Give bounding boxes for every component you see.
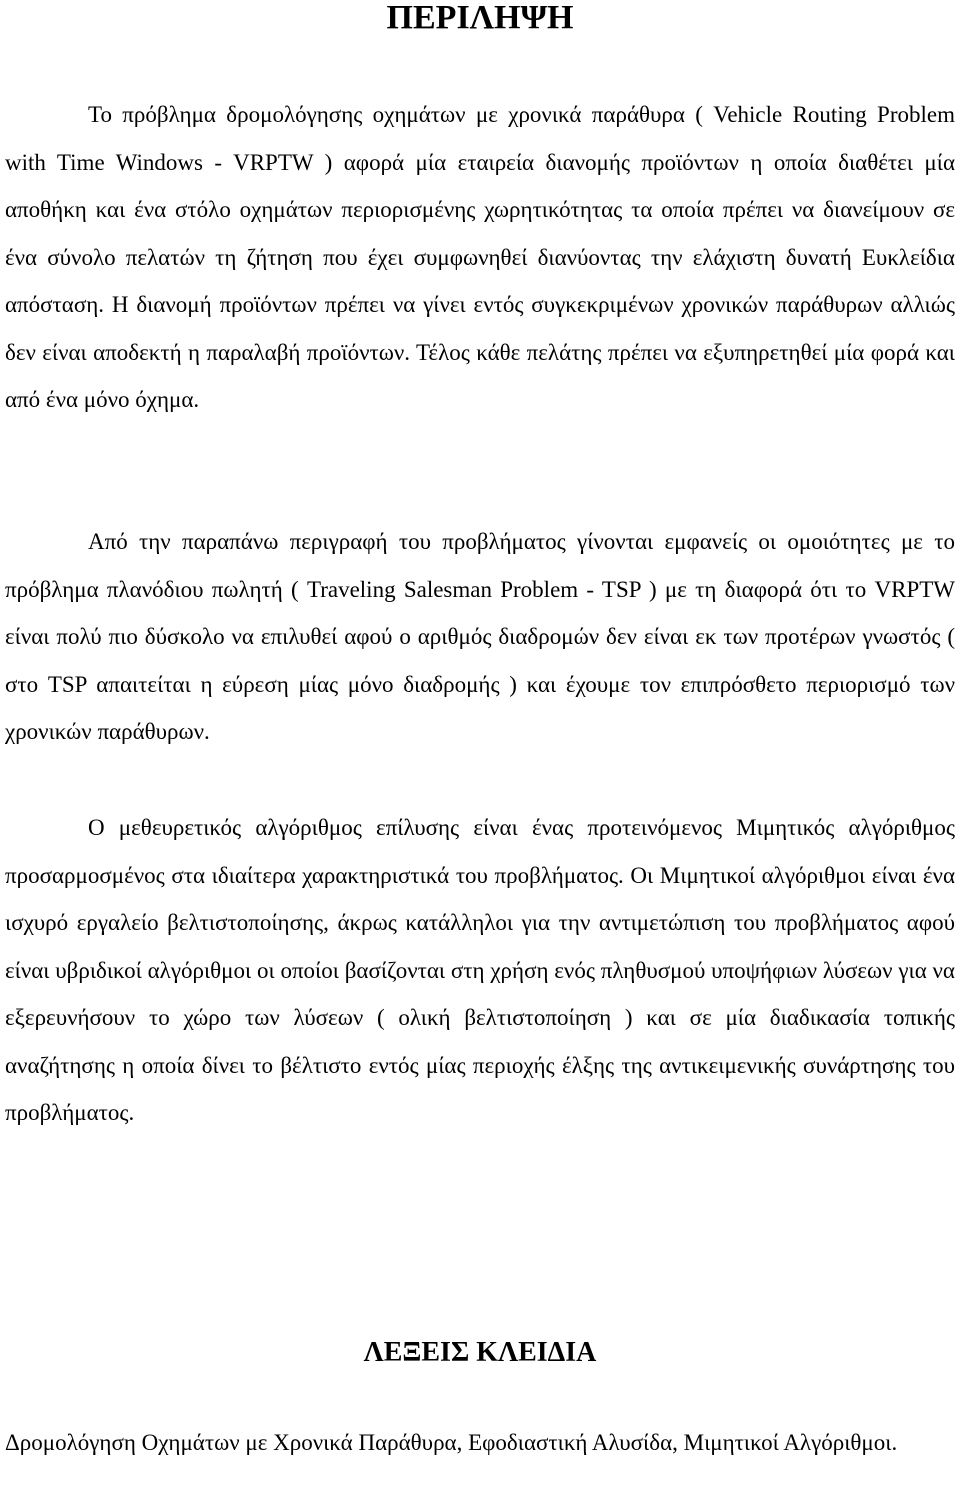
keywords-text: Δρομολόγηση Οχημάτων με Χρονικά Παράθυρα, Εφοδιαστική Αλυσίδα, Μιμητικοί Αλγόριθμοι. — [5, 1430, 898, 1455]
abstract-paragraph-1: Το πρόβλημα δρομολόγησης οχημάτων με χρονικά παράθυρα ( Vehicle Routing Problem with Time Windows - VRPTW ) αφορά μία εταιρεία διανομής προϊόντων η οποία διαθέτει μία αποθήκη και ένα στόλο οχημάτων περιορισμένης χωρητικότητας τα οποία πρέπει να διανείμουν σε ένα σύνολο πελατών τη ζήτηση που έχει συμφωνηθεί διανύοντας την ελάχιστη δυνατή Ευκλείδια απόσταση. Η διανομή προϊόντων πρέπει να γίνει εντός συγκεκριμένων χρονικών παράθυρων αλλιώς δεν είναι αποδεκτή η παραλαβή προϊόντων. Τέλος κάθε πελάτης πρέπει να εξυπηρετηθεί μία φορά και από ένα μόνο όχημα. — [5, 102, 955, 412]
abstract-title: ΠΕΡΙΛΗΨΗ — [386, 0, 574, 36]
keywords-title: ΛΕΞΕΙΣ ΚΛΕΙΔΙΑ — [363, 1337, 597, 1368]
abstract-paragraph-2: Από την παραπάνω περιγραφή του προβλήματος γίνονται εμφανείς οι ομοιότητες με το πρόβλημα πλανόδιου πωλητή ( Traveling Salesman Problem - TSP ) με τη διαφορά ότι το VRPTW είναι πολύ πιο δύσκολο να επιλυθεί αφού ο αριθμός διαδρομών δεν είναι εκ των προτέρων γνωστός ( στο TSP απαιτείται η εύρεση μίας μόνο διαδρομής ) και έχουμε τον επιπρόσθετο περιορισμό των χρονικών παράθυρων. — [5, 529, 955, 744]
abstract-paragraph-3: Ο μεθευρετικός αλγόριθμος επίλυσης είναι ένας προτεινόμενος Μιμητικός αλγόριθμος προσαρμοσμένος στα ιδιαίτερα χαρακτηριστικά του προβλήματος. Οι Μιμητικοί αλγόριθμοι είναι ένα ισχυρό εργαλείο βελτιστοποίησης, άκρως κατάλληλοι για την αντιμετώπιση του προβλήματος αφού είναι υβριδικοί αλγόριθμοι οι οποίοι βασίζονται στη χρήση ενός πληθυσμού υποψήφιων λύσεων για να εξερευνήσουν το χώρο των λύσεων ( ολική βελτιστοποίηση ) και σε μία διαδικασία τοπικής αναζήτησης η οποία δίνει το βέλτιστο εντός μίας περιοχής έλξης της αντικειμενικής συνάρτησης του προβλήματος. — [5, 815, 955, 1125]
